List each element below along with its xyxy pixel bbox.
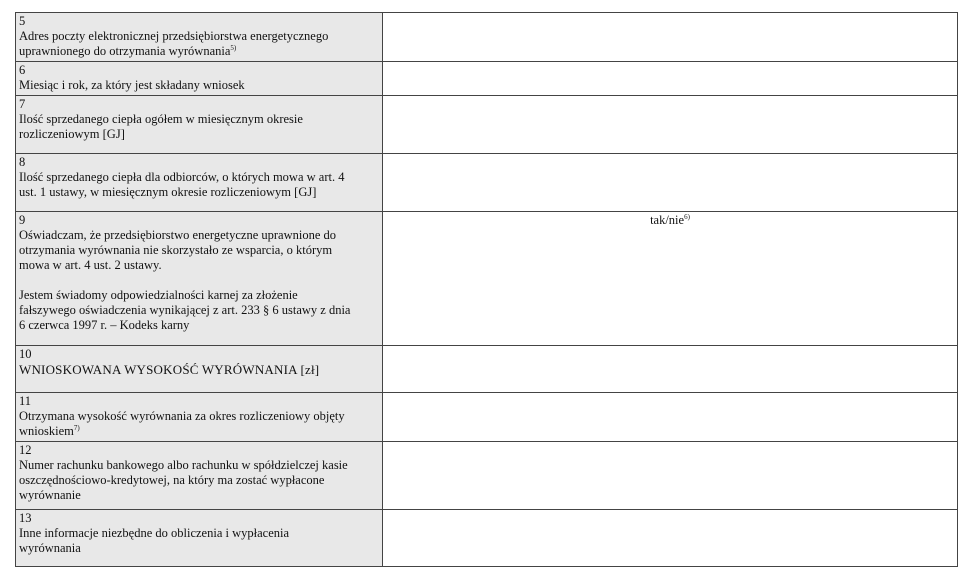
form-row-5 bbox=[16, 13, 958, 62]
row-7-value-field[interactable] bbox=[383, 96, 958, 154]
form-row-10 bbox=[16, 346, 958, 393]
form-row-12 bbox=[16, 442, 958, 510]
row-5-value-field[interactable] bbox=[383, 13, 958, 62]
row-number: 11 bbox=[19, 394, 32, 408]
label-line: uprawnionego do otrzymania wyrównania$^{5)}$ bbox=[19, 43, 237, 58]
footnote-marker: 7) bbox=[73, 423, 80, 432]
row-11-value-field[interactable] bbox=[383, 393, 958, 442]
row-10-label bbox=[16, 346, 383, 393]
label-line: ust. 1 ustawy, w miesięcznym okresie rozliczeniowym [GJ] bbox=[19, 185, 317, 199]
label-line: otrzymania wyrównania nie skorzystało ze wsparcia, o którym bbox=[19, 243, 333, 257]
form-row-7 bbox=[16, 96, 958, 154]
footnote-marker: 6) bbox=[684, 212, 690, 221]
row-number: 9 bbox=[19, 213, 26, 227]
form-row-6 bbox=[16, 62, 958, 96]
row-9-label bbox=[16, 212, 383, 346]
row-7-label bbox=[16, 96, 383, 154]
row-number: 8 bbox=[19, 155, 26, 169]
row-5-label bbox=[16, 13, 383, 62]
row-10-value-field[interactable] bbox=[383, 346, 958, 393]
row-number: 6 bbox=[19, 63, 26, 77]
label-line: Adres poczty elektronicznej przedsiębiorstwa energetycznego bbox=[19, 29, 329, 43]
label-line: wnioskiem$^{7)}$ bbox=[19, 423, 80, 438]
form-row-11 bbox=[16, 393, 958, 442]
row-number: 10 bbox=[19, 347, 32, 361]
label-line: Oświadczam, że przedsiębiorstwo energetyczne uprawnione do bbox=[19, 228, 337, 242]
label-line: Otrzymana wysokość wyrównania za okres rozliczeniowy objęty bbox=[19, 409, 345, 423]
row-8-label bbox=[16, 154, 383, 212]
label-line: wyrównania bbox=[19, 541, 81, 555]
label-line: Ilość sprzedanego ciepła dla odbiorców, o których mowa w art. 4 bbox=[19, 170, 345, 184]
label-line: WNIOSKOWANA WYSOKOŚĆ WYRÓWNANIA [zł] bbox=[19, 362, 320, 377]
label-line: fałszywego oświadczenia wynikającej z art. 233 § 6 ustawy z dnia bbox=[19, 303, 351, 317]
row-13-value-field[interactable] bbox=[383, 510, 958, 567]
row-number: 7 bbox=[19, 97, 26, 111]
label-line: Numer rachunku bankowego albo rachunku w spółdzielczej kasie bbox=[19, 458, 348, 472]
footnote-marker: 5) bbox=[230, 43, 237, 52]
paragraph-gap bbox=[19, 273, 379, 288]
label-line: oszczędnościowo-kredytowej, na który ma zostać wypłacone bbox=[19, 473, 325, 487]
label-line: Inne informacje niezbędne do obliczenia i wypłacenia bbox=[19, 526, 290, 540]
row-number: 5 bbox=[19, 14, 26, 28]
form-row-8 bbox=[16, 154, 958, 212]
label-line: rozliczeniowym [GJ] bbox=[19, 127, 125, 141]
row-8-value-field[interactable] bbox=[383, 154, 958, 212]
row-12-value-field[interactable] bbox=[383, 442, 958, 510]
row-12-label bbox=[16, 442, 383, 510]
row-number: 13 bbox=[19, 511, 32, 525]
label-line: wyrównanie bbox=[19, 488, 81, 502]
row-number: 12 bbox=[19, 443, 32, 457]
application-form-table bbox=[15, 12, 958, 567]
label-line: 6 czerwca 1997 r. – Kodeks karny bbox=[19, 318, 190, 332]
form-row-9 bbox=[16, 212, 958, 346]
form-row-13 bbox=[16, 510, 958, 567]
row-9-value-field[interactable] bbox=[383, 212, 958, 346]
row-13-label bbox=[16, 510, 383, 567]
row-6-label bbox=[16, 62, 383, 96]
label-line: mowa w art. 4 ust. 2 ustawy. bbox=[19, 258, 162, 272]
row-6-value-field[interactable] bbox=[383, 62, 958, 96]
label-line: Miesiąc i rok, za który jest składany wniosek bbox=[19, 78, 245, 92]
label-line: Jestem świadomy odpowiedzialności karnej za złożenie bbox=[19, 288, 298, 302]
row-11-label bbox=[16, 393, 383, 442]
label-line: Ilość sprzedanego ciepła ogółem w miesięcznym okresie bbox=[19, 112, 303, 126]
yes-no-choice[interactable]: tak/nie bbox=[650, 213, 685, 227]
